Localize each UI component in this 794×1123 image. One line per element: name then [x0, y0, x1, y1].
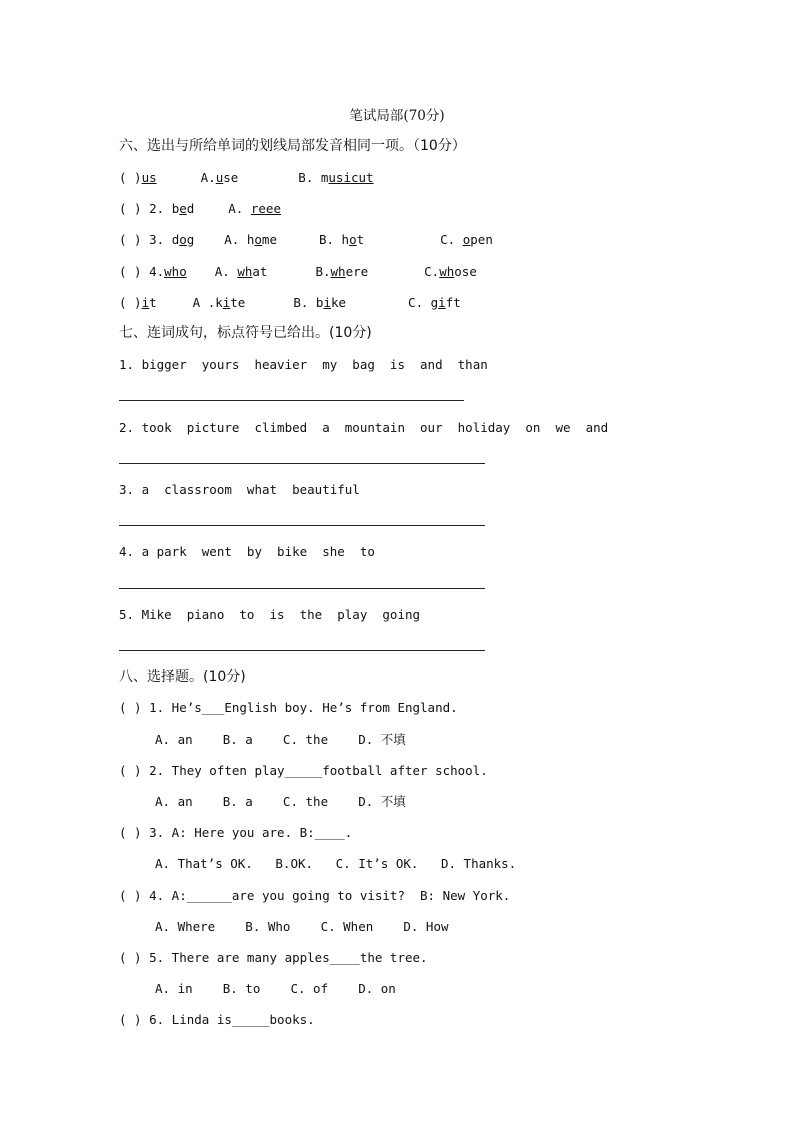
- s6-question-5: ( )it A .kite B. bike C. gift: [119, 295, 461, 310]
- s8-options-2: A. an B. a C. the D. 不填: [155, 794, 406, 809]
- section-6-heading: 六、选出与所给单词的划线局部发音相同一项。（10分）: [119, 138, 466, 154]
- answer-line-1[interactable]: [119, 400, 464, 401]
- s8-question-2: ( ) 2. They often play_____football after school.: [119, 763, 488, 778]
- s8-question-6: ( ) 6. Linda is_____books.: [119, 1012, 315, 1027]
- answer-line-5[interactable]: [119, 650, 485, 651]
- s6-question-2: ( ) 2. bed A. reee: [119, 201, 281, 216]
- s8-options-5: A. in B. to C. of D. on: [155, 981, 396, 996]
- s8-question-5: ( ) 5. There are many apples____the tree.: [119, 950, 428, 965]
- answer-line-3[interactable]: [119, 525, 485, 526]
- answer-line-2[interactable]: [119, 463, 485, 464]
- s7-item-4: 4. a park went by bike she to: [119, 544, 375, 559]
- s8-options-1: A. an B. a C. the D. 不填: [155, 732, 406, 747]
- s8-options-3: A. That’s OK. B.OK. C. It’s OK. D. Thanks.: [155, 856, 517, 871]
- s6-question-3: ( ) 3. dog A. home B. hot C. open: [119, 232, 493, 247]
- section-8-heading: 八、选择题。(10分): [119, 669, 246, 685]
- s6-question-4: ( ) 4.who A. what B.where C.whose: [119, 264, 477, 279]
- s7-item-5: 5. Mike piano to is the play going: [119, 607, 421, 622]
- s8-question-1: ( ) 1. He’s___English boy. He’s from England.: [119, 700, 458, 715]
- s8-options-4: A. Where B. Who C. When D. How: [155, 919, 449, 934]
- s7-item-1: 1. bigger yours heavier my bag is and than: [119, 357, 488, 372]
- s8-question-3: ( ) 3. A: Here you are. B:____.: [119, 825, 353, 840]
- s7-item-3: 3. a classroom what beautiful: [119, 482, 360, 497]
- s7-item-2: 2. took picture climbed a mountain our holiday on we and: [119, 420, 609, 435]
- answer-line-4[interactable]: [119, 588, 485, 589]
- page-title: 笔试局部(70分): [349, 108, 445, 124]
- s8-question-4: ( ) 4. A:______are you going to visit? B: New York.: [119, 888, 511, 903]
- s6-question-1: ( )us A.use B. musicut: [119, 170, 374, 185]
- section-7-heading: 七、连词成句，标点符号已给出。(10分): [119, 325, 372, 341]
